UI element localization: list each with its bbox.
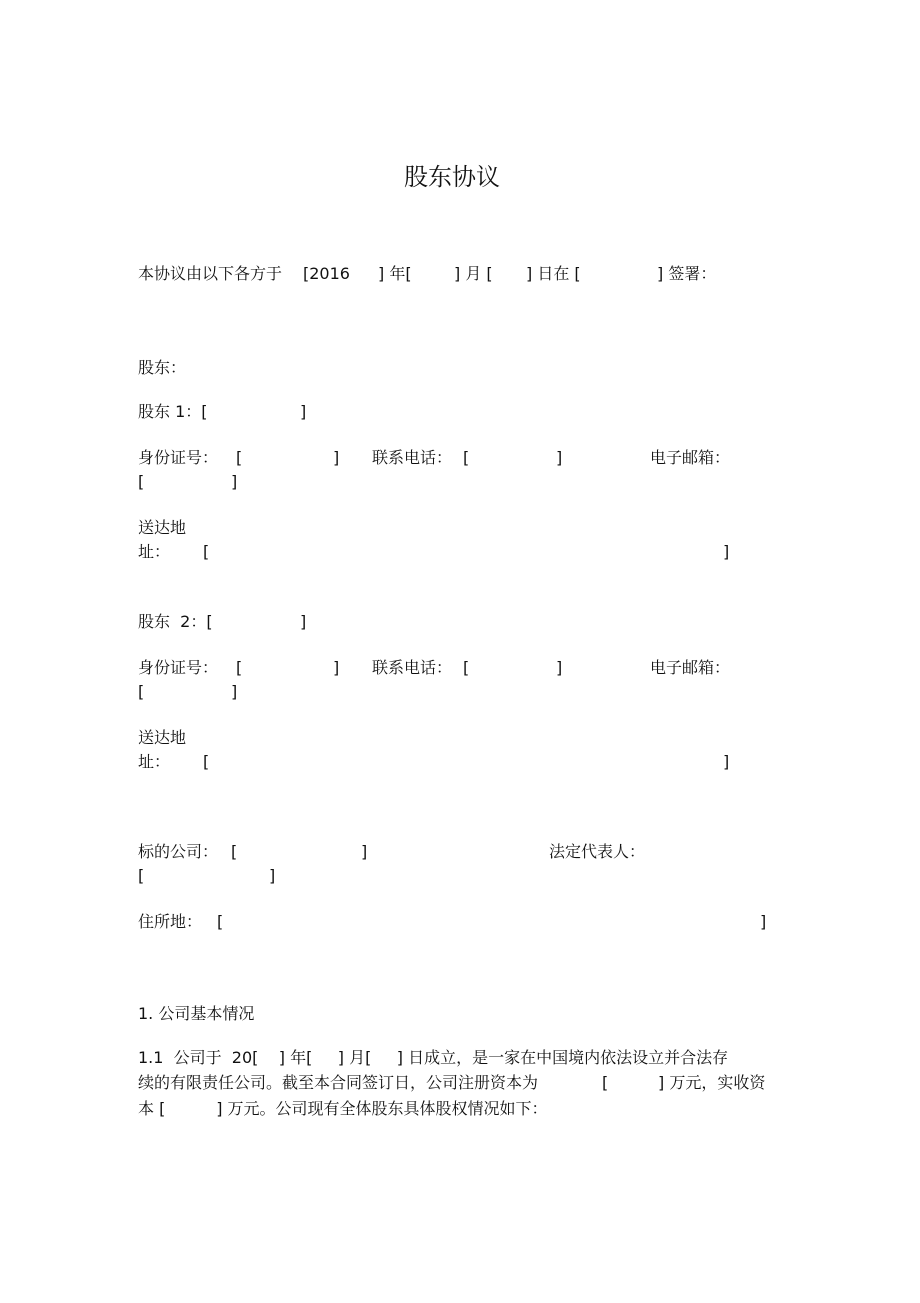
shareholder-2-email-label: 电子邮箱： [650, 658, 731, 677]
shareholder-1-address-label-line2: 址： [138, 542, 171, 561]
shareholder-1-phone-open: [ [463, 448, 470, 467]
shareholder-2-id-label: 身份证号： [138, 658, 219, 677]
company-label: 标的公司： [138, 842, 219, 861]
legal-rep-open: [ [138, 866, 145, 885]
shareholder-1-address-close: ] [723, 542, 730, 561]
shareholder-2-address-open: [ [203, 752, 210, 771]
shareholder-2-phone-open: [ [463, 658, 470, 677]
residence-open: [ [217, 912, 224, 931]
shareholder-1-email-open: [ [138, 472, 145, 491]
shareholder-1-id-close: ] [333, 448, 340, 467]
company-close: ] [361, 842, 368, 861]
section-1-1-line2b: [ [602, 1073, 609, 1092]
shareholder-2-email-close: ] [231, 682, 238, 701]
shareholder-2-email-open: [ [138, 682, 145, 701]
shareholder-2-name-label: 股东 2：[ [138, 612, 213, 631]
section-1-1-line1: 1.1 公司于 20[ ] 年[ ] 月[ ] 日成立，是一家在中国境内依法设立并合法存 [138, 1048, 729, 1067]
intro-year-close: ] 年[ [378, 264, 412, 283]
residence-label: 住所地： [138, 912, 203, 931]
shareholder-1-address-label-line1: 送达地 [138, 518, 187, 537]
intro-place-close: ] 签署： [657, 264, 717, 283]
legal-rep-label: 法定代表人： [549, 842, 646, 861]
shareholders-heading: 股东： [138, 358, 187, 377]
shareholder-2-id-open: [ [236, 658, 243, 677]
shareholder-2-id-close: ] [333, 658, 340, 677]
section-1-1-line3: 本 [ ] 万元。公司现有全体股东具体股权情况如下： [138, 1099, 548, 1118]
section-1-1-line2c: ] 万元，实收资 [658, 1073, 766, 1092]
legal-rep-close: ] [269, 866, 276, 885]
shareholder-2-name-close: ] [300, 612, 307, 631]
shareholder-1-name-close: ] [300, 402, 307, 421]
intro-year-value: [2016 [303, 264, 350, 283]
shareholder-1-email-close: ] [231, 472, 238, 491]
intro-day-close: ] 日在 [ [526, 264, 581, 283]
shareholder-2-address-label-line1: 送达地 [138, 728, 187, 747]
shareholder-2-address-close: ] [723, 752, 730, 771]
section-1-heading: 1. 公司基本情况 [138, 1004, 255, 1023]
intro-month-close: ] 月 [ [454, 264, 493, 283]
shareholder-1-email-label: 电子邮箱： [650, 448, 731, 467]
shareholder-1-phone-label: 联系电话： [372, 448, 453, 467]
company-open: [ [231, 842, 238, 861]
intro-prefix: 本协议由以下各方于 [138, 264, 283, 283]
shareholder-2-phone-close: ] [556, 658, 563, 677]
shareholder-1-phone-close: ] [556, 448, 563, 467]
shareholder-1-name-label: 股东 1：[ [138, 402, 208, 421]
shareholder-1-id-open: [ [236, 448, 243, 467]
document-title: 股东协议 [404, 163, 500, 191]
shareholder-2-phone-label: 联系电话： [372, 658, 453, 677]
residence-close: ] [760, 912, 767, 931]
shareholder-1-address-open: [ [203, 542, 210, 561]
shareholder-1-id-label: 身份证号： [138, 448, 219, 467]
section-1-1-line2a: 续的有限责任公司。截至本合同签订日，公司注册资本为 [138, 1073, 539, 1092]
shareholder-2-address-label-line2: 址： [138, 752, 171, 771]
